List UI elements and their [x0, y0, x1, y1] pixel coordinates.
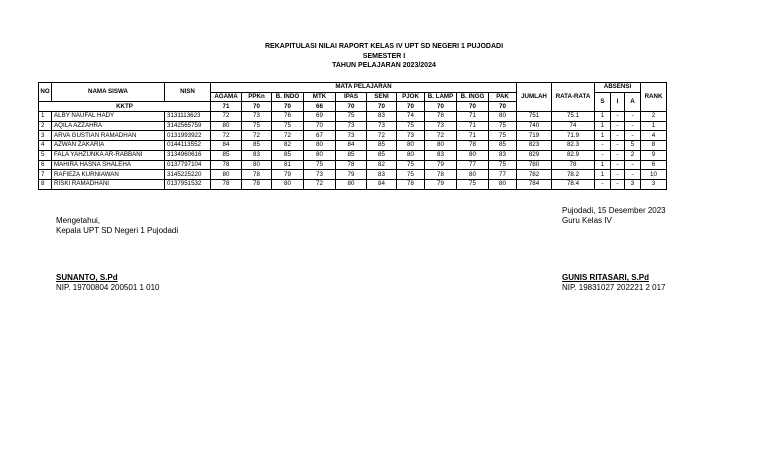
table-row	[39, 141, 667, 151]
subject-header: PPKn	[242, 92, 272, 102]
score-cell: 85	[489, 141, 517, 151]
average-cell: 74	[552, 121, 595, 131]
sick-cell: 1	[595, 121, 611, 131]
score-cell: 75	[489, 160, 517, 170]
score-cell: 80	[397, 150, 425, 160]
rank-cell: 6	[641, 160, 667, 170]
score-cell: 85	[242, 141, 272, 151]
subject-header: PJOK	[397, 92, 425, 102]
score-cell: 78	[336, 160, 367, 170]
total-cell: 719	[517, 131, 552, 141]
teacher-name: GUNIS RITASARI, S.Pd	[562, 273, 649, 282]
score-cell: 79	[425, 179, 457, 189]
total-cell: 780	[517, 160, 552, 170]
row-no: 3	[39, 131, 52, 141]
score-cell: 72	[304, 179, 336, 189]
score-cell: 73	[242, 112, 272, 122]
sick-cell: 1	[595, 160, 611, 170]
score-cell: 78	[211, 160, 242, 170]
absent-cell: -	[625, 170, 641, 180]
permission-cell: -	[611, 170, 625, 180]
sick-cell: 1	[595, 112, 611, 122]
header-student-name: NAMA SISWA	[52, 83, 165, 102]
score-cell: 73	[336, 131, 367, 141]
score-cell: 72	[367, 131, 397, 141]
nisn-cell: 0144113552	[165, 141, 211, 151]
total-cell: 829	[517, 150, 552, 160]
score-cell: 83	[489, 150, 517, 160]
student-name: ARVA GUSTIAN RAMADHAN	[52, 131, 165, 141]
score-cell: 85	[367, 150, 397, 160]
score-cell: 80	[304, 150, 336, 160]
score-cell: 75	[397, 121, 425, 131]
table-row	[39, 150, 667, 160]
table-header	[39, 83, 667, 112]
school-year-label: TAHUN PELAJARAN 2023/2024	[332, 62, 436, 69]
subject-header: B. INGG	[457, 92, 489, 102]
score-cell: 78	[425, 170, 457, 180]
rank-cell: 2	[641, 112, 667, 122]
score-cell: 73	[304, 170, 336, 180]
header-no: NO	[39, 83, 52, 102]
header-subjects: MATA PELAJARAN	[211, 83, 517, 93]
nisn-cell: 3142565759	[165, 121, 211, 131]
semester-label: SEMESTER I	[362, 52, 406, 60]
score-cell: 84	[211, 141, 242, 151]
rank-cell: 3	[641, 179, 667, 189]
row-no: 1	[39, 112, 52, 122]
score-cell: 71	[457, 112, 489, 122]
place-date: Pujodadi, 15 Desember 2023	[562, 206, 666, 215]
score-cell: 73	[425, 121, 457, 131]
row-no: 4	[39, 141, 52, 151]
score-cell: 78	[457, 141, 489, 151]
score-cell: 75	[489, 121, 517, 131]
score-cell: 70	[304, 121, 336, 131]
student-name: ALBY NAUFAL HADY	[52, 112, 165, 122]
permission-cell: -	[611, 141, 625, 151]
score-cell: 69	[304, 112, 336, 122]
subject-header: AGAMA	[211, 92, 242, 102]
header-nisn: NISN	[165, 83, 211, 102]
header-attendance-a: A	[625, 92, 641, 111]
rank-cell: 1	[641, 121, 667, 131]
score-cell: 80	[272, 179, 304, 189]
score-cell: 78	[425, 112, 457, 122]
row-no: 7	[39, 170, 52, 180]
average-cell: 82.9	[552, 150, 595, 160]
kktp-value: 71	[211, 102, 242, 112]
subject-header: IPAS	[336, 92, 367, 102]
table-row	[39, 179, 667, 189]
kktp-value: 66	[304, 102, 336, 112]
header-attendance: ABSENSI	[595, 83, 641, 93]
score-cell: 75	[242, 121, 272, 131]
sick-cell: -	[595, 141, 611, 151]
total-cell: 823	[517, 141, 552, 151]
score-cell: 72	[211, 112, 242, 122]
score-cell: 77	[489, 170, 517, 180]
score-cell: 75	[272, 121, 304, 131]
permission-cell: -	[611, 160, 625, 170]
score-cell: 83	[242, 150, 272, 160]
score-cell: 78	[242, 179, 272, 189]
kktp-value: 70	[457, 102, 489, 112]
rank-cell: 8	[641, 141, 667, 151]
permission-cell: -	[611, 131, 625, 141]
absent-cell: -	[625, 121, 641, 131]
subject-header: B. LAMP	[425, 92, 457, 102]
kktp-value: 70	[367, 102, 397, 112]
header-attendance-i: I	[611, 92, 625, 111]
score-cell: 75	[489, 131, 517, 141]
nisn-cell: 0137797104	[165, 160, 211, 170]
score-cell: 76	[272, 112, 304, 122]
score-cell: 83	[425, 150, 457, 160]
row-no: 2	[39, 121, 52, 131]
score-cell: 84	[336, 141, 367, 151]
teacher-signature-block	[562, 206, 666, 293]
score-cell: 72	[425, 131, 457, 141]
sick-cell: -	[595, 179, 611, 189]
absent-cell: -	[625, 131, 641, 141]
permission-cell: -	[611, 150, 625, 160]
table-row	[39, 160, 667, 170]
absent-cell: 5	[625, 141, 641, 151]
score-cell: 74	[397, 112, 425, 122]
nisn-cell: 0131993922	[165, 131, 211, 141]
score-cell: 79	[272, 170, 304, 180]
kktp-label: KKTP	[39, 102, 211, 112]
rank-cell: 10	[641, 170, 667, 180]
report-heading	[0, 42, 768, 71]
score-cell: 75	[457, 179, 489, 189]
subject-header: MTK	[304, 92, 336, 102]
subject-header: B. INDO	[272, 92, 304, 102]
kktp-value: 70	[242, 102, 272, 112]
score-cell: 79	[336, 170, 367, 180]
score-cell: 73	[367, 121, 397, 131]
score-cell: 72	[242, 131, 272, 141]
score-cell: 80	[211, 121, 242, 131]
score-cell: 79	[425, 160, 457, 170]
rank-cell: 4	[641, 131, 667, 141]
score-cell: 80	[211, 170, 242, 180]
average-cell: 78.2	[552, 170, 595, 180]
row-no: 6	[39, 160, 52, 170]
total-cell: 784	[517, 179, 552, 189]
nisn-cell: 3134960616	[165, 150, 211, 160]
total-cell: 782	[517, 170, 552, 180]
teacher-title: Guru Kelas IV	[562, 216, 612, 225]
permission-cell: -	[611, 121, 625, 131]
acknowledged-label: Mengetahui,	[56, 216, 101, 225]
average-cell: 82.3	[552, 141, 595, 151]
sick-cell: 1	[595, 170, 611, 180]
student-name: AQILA AZZAHRA	[52, 121, 165, 131]
score-cell: 83	[367, 112, 397, 122]
score-cell: 78	[211, 179, 242, 189]
absent-cell: 3	[625, 179, 641, 189]
score-cell: 72	[211, 131, 242, 141]
score-cell: 83	[367, 170, 397, 180]
score-cell: 77	[457, 160, 489, 170]
score-cell: 80	[489, 179, 517, 189]
score-cell: 73	[336, 121, 367, 131]
table-row	[39, 170, 667, 180]
score-cell: 85	[272, 150, 304, 160]
nisn-cell: 0137951532	[165, 179, 211, 189]
permission-cell: -	[611, 112, 625, 122]
student-name: AZWAN ZAKARIA	[52, 141, 165, 151]
student-name: RAFIEZA KURNIAWAN	[52, 170, 165, 180]
table-row	[39, 131, 667, 141]
grades-table	[38, 82, 667, 190]
average-cell: 71.9	[552, 131, 595, 141]
sick-cell: -	[595, 150, 611, 160]
student-name: RISKI RAMADHANI	[52, 179, 165, 189]
score-cell: 75	[304, 160, 336, 170]
score-cell: 80	[489, 112, 517, 122]
principal-nip: NIP. 19700804 200501 1 010	[56, 283, 160, 292]
row-no: 5	[39, 150, 52, 160]
table-row	[39, 112, 667, 122]
student-name: FALA YAHZUNKA AR-RABBANI	[52, 150, 165, 160]
table-body	[39, 112, 667, 190]
score-cell: 85	[367, 141, 397, 151]
score-cell: 82	[272, 141, 304, 151]
score-cell: 80	[457, 150, 489, 160]
absent-cell: -	[625, 112, 641, 122]
score-cell: 67	[304, 131, 336, 141]
kktp-value: 70	[336, 102, 367, 112]
table-row	[39, 121, 667, 131]
header-rank: RANK	[641, 83, 667, 112]
score-cell: 73	[397, 131, 425, 141]
score-cell: 80	[457, 170, 489, 180]
score-cell: 75	[397, 170, 425, 180]
header-attendance-s: S	[595, 92, 611, 111]
score-cell: 80	[242, 160, 272, 170]
kktp-value: 70	[425, 102, 457, 112]
total-cell: 751	[517, 112, 552, 122]
absent-cell: 2	[625, 150, 641, 160]
score-cell: 71	[457, 131, 489, 141]
score-cell: 81	[272, 160, 304, 170]
score-cell: 80	[425, 141, 457, 151]
header-total: JUMLAH	[517, 83, 552, 112]
total-cell: 740	[517, 121, 552, 131]
score-cell: 72	[272, 131, 304, 141]
row-no: 8	[39, 179, 52, 189]
kktp-value: 70	[397, 102, 425, 112]
subject-header: PAK	[489, 92, 517, 102]
score-cell: 78	[397, 179, 425, 189]
nisn-cell: 3145225220	[165, 170, 211, 180]
kktp-value: 70	[272, 102, 304, 112]
student-name: MAHIRA HASNA SHALEHA	[52, 160, 165, 170]
average-cell: 75.1	[552, 112, 595, 122]
score-cell: 85	[336, 150, 367, 160]
average-cell: 78.4	[552, 179, 595, 189]
score-cell: 80	[304, 141, 336, 151]
score-cell: 78	[242, 170, 272, 180]
principal-signature-block	[56, 216, 178, 293]
score-cell: 80	[336, 179, 367, 189]
score-cell: 75	[397, 160, 425, 170]
score-cell: 71	[457, 121, 489, 131]
score-cell: 75	[336, 112, 367, 122]
permission-cell: -	[611, 179, 625, 189]
score-cell: 85	[211, 150, 242, 160]
average-cell: 78	[552, 160, 595, 170]
kktp-value: 70	[489, 102, 517, 112]
subject-header: SENI	[367, 92, 397, 102]
report-title: REKAPITULASI NILAI RAPORT KELAS IV UPT SD NEGERI 1 PUJODADI	[264, 43, 504, 50]
principal-name: SUNANTO, S.Pd	[56, 273, 118, 282]
header-average: RATA-RATA	[552, 83, 595, 112]
absent-cell: -	[625, 160, 641, 170]
sick-cell: 1	[595, 131, 611, 141]
score-cell: 80	[397, 141, 425, 151]
teacher-nip: NIP. 19831027 202221 2 017	[562, 283, 666, 292]
score-cell: 82	[367, 160, 397, 170]
score-cell: 84	[367, 179, 397, 189]
rank-cell: 9	[641, 150, 667, 160]
nisn-cell: 3131113623	[165, 112, 211, 122]
principal-title: Kepala UPT SD Negeri 1 Pujodadi	[56, 226, 179, 235]
